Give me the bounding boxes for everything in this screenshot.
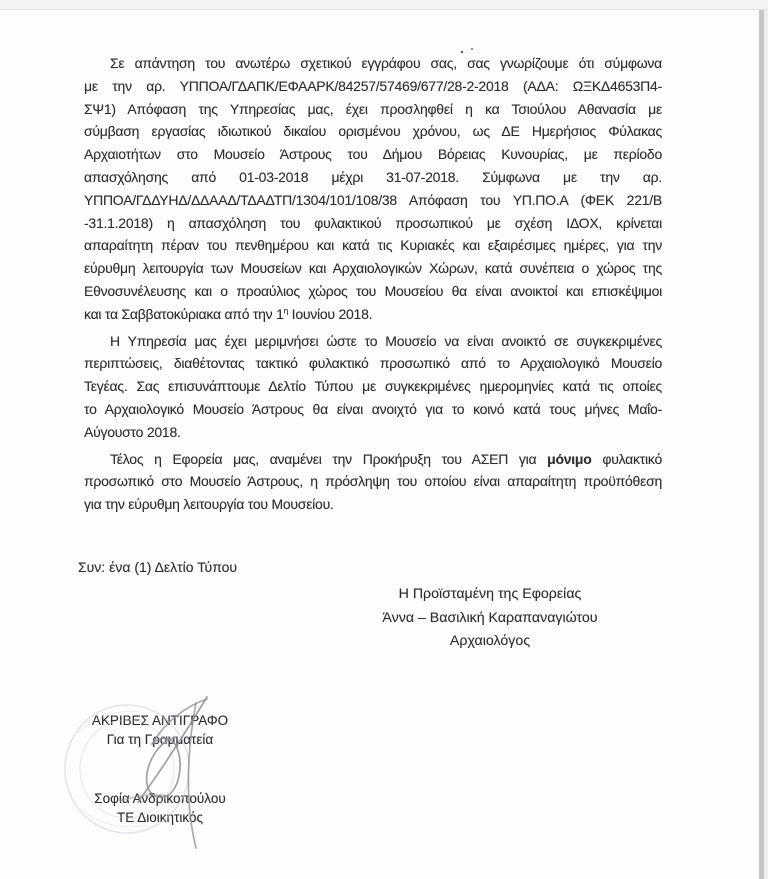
text-line: -31.1.2018) η απασχόληση του φυλακτικού προσωπικού με σχέση ΙΔΟΧ, κρίνεται [84,214,662,231]
certification-block [68,712,252,749]
text-line: προσωπικό στο Μουσείο Άστρους, η πρόσληψη του οποίου είναι απαραίτητη προϋπόθεση [84,473,662,490]
document-body [84,52,662,516]
text-line: σύμβαση εργασίας ιδιωτικού δικαίου ορισμένου χρόνου, ως ΔΕ Ημερήσιος Φύλακας [84,123,662,140]
paragraph [84,330,662,444]
text-line: ΣΨ1) Απόφαση της Υπηρεσίας μας, έχει προσληφθεί η κα Τσιούλου Αθανασία με [84,100,662,117]
text-line: Τέλος η Εφορεία μας, αναμένει την Προκήρυξη του ΑΣΕΠ για μόνιμο φυλακτικό [110,450,662,467]
signature-line: Άννα – Βασιλική Καραπαναγιώτου [382,609,598,626]
text-line: Αύγουστο 2018. [84,423,181,440]
text-line: περιπτώσεις, διαθέτοντας τακτικό φυλακτικό προσωπικό από το Αρχαιολογικό Μουσείο [84,355,662,372]
attachment-note: Συν: ένα (1) Δελτίο Τύπου [78,559,238,575]
paragraph [84,448,662,516]
text-line: Η Υπηρεσία μας έχει μεριμνήσει ώστε το Μουσείο να είναι ανοικτό σε συγκεκριμένες [110,332,662,349]
certifier-title: ΤΕ Διοικητικός [117,809,203,825]
text-line: Σε απάντηση του ανωτέρω σχετικού εγγράφου σας, σας γνωρίζουμε ότι σύμφωνα [110,55,662,71]
paragraph [84,52,662,326]
text-line: Τεγέας. Σας επισυνάπτουμε Δελτίο Τύπου με συγκεκριμένες ημερομηνίες κατά τις οποίες [84,378,662,395]
text-line: απασχόλησης από 01-03-2018 μέχρι 31-07-2018. Σύμφωνα με την αρ. [84,168,662,185]
text-line: απαραίτητη πέραν του πενθημέρου και κατά τις Κυριακές και εξαιρέσιμες ημέρες, για την [84,237,662,254]
signature-block [320,583,660,654]
text-line: το Αρχαιολογικό Μουσείο Άστρους θα είναι ανοιχτό για το κοινό κατά τους μήνες Μαΐο- [84,400,662,417]
certification-line-2: Για τη Γραμματεία [106,731,214,747]
text-line: Αρχαιοτήτων στο Μουσείο Άστρους του Δήμου Βόρειας Κυνουρίας, με περίοδο [84,146,662,163]
scan-top-band [0,0,768,10]
signature-line: Αρχαιολόγος [449,633,531,649]
certifier-block [68,790,252,827]
scan-right-strip [764,10,768,879]
text-line: για την εύρυθμη λειτουργία του Μουσείου. [84,496,334,513]
text-line: και τα Σαββατοκύριακα από την $1^\eta$ Ιουνίου 2018. [84,305,373,322]
certifier-name: Σοφία Ανδρικοπούλου [94,791,226,806]
signature-line: Η Προϊσταμένη της Εφορείας [398,586,582,602]
text-line: με την αρ. ΥΠΠΟΑ/ΓΔΑΠΚ/ΕΦΑΑΡΚ/84257/57469/677/28-2-2018 (ΑΔΑ: ΩΞΚΔ4653Π4- [84,77,662,94]
text-line: εύρυθμη λειτουργία των Μουσείων και Αρχαιολογικών Χώρων, κατά συνέπεια ο χώρος της [84,260,662,277]
certification-line-1: ΑΚΡΙΒΕΣ ΑΝΤΙΓΡΑΦΟ [91,713,229,728]
text-line: ΥΠΠΟΑ/ΓΔΔΥΗΔ/ΔΔΑΑΔ/ΤΔΑΔΤΠ/1304/101/108/38 Απόφαση του ΥΠ.ΠΟ.Α (ΦΕΚ 221/Β [84,191,662,208]
text-line: Εθνοσυνέλευσης και ο προαύλιος χώρος του Μουσείου θα είναι ανοικτοί και επισκέψιμοι [84,282,662,299]
